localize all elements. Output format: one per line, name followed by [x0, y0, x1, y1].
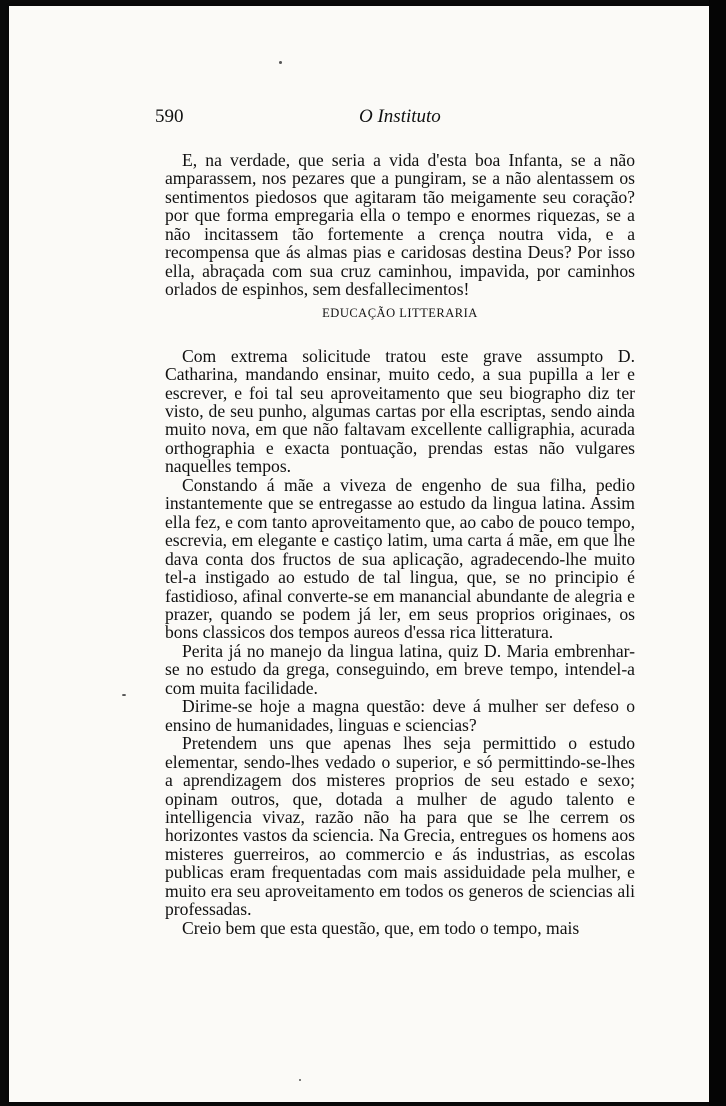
- paper-speck: [122, 694, 126, 696]
- book-page: [9, 6, 709, 1102]
- paragraph: Creio bem que esta questão, que, em todo o tempo, mais: [182, 917, 580, 938]
- paragraph: Constando á mãe a viveza de engenho de sua filha, pedio instantemente que se entregasse ao estudo da lingua latina. Assim ella fez, e com tanto aproveitamento que, ao cabo de pouco tempo, escrevia, em elegante e castiço latim, uma carta á mãe, em que lhe dava conta dos fructos de sua aplicação, agradecendo-lhe muito tel-a instigado ao estudo de tal lingua, que, se no principio é fastidioso, afinal converte-se em manancial abundante de alegria e prazer, quando se podem já ler, em seus proprios originaes, os bons classicos dos tempos aureos d'essa rica litteratura.: [165, 474, 635, 643]
- body-text: [165, 151, 635, 937]
- page-number: 590: [155, 106, 184, 127]
- paragraph: Pretendem uns que apenas lhes seja permittido o estudo elementar, sendo-lhes vedado o superior, e só permittindo-se-lhes a aprendizagem dos misteres proprios de seu estado e sexo; opinam outros, que, dotada a mulher de agudo talento e intelligencia vivaz, razão não ha para que se lhe cerrem os horizontes vastos da sciencia. Na Grecia, entregues os homens aos misteres guerreiros, ao commercio e ás industrias, as escolas publicas eram frequentadas com mais assiduidade pela mulher, e muito era seu aproveitamento em todos os generos de sciencias ali professadas.: [165, 733, 635, 920]
- paragraph: Com extrema solicitude tratou este grave assumpto D. Catharina, mandando ensinar, muito cedo, a sua pupilla a ler e escrever, e foi tal seu aproveitamento que seu biographo diz ter visto, de seu punho, algumas cartas por ella escriptas, sendo ainda muito nova, em que não faltavam excellente calligraphia, acurada orthographia e exacta pontuação, prendas estas não vulgares naquelles tempos.: [165, 345, 635, 477]
- paragraph: Perita já no manejo da lingua latina, quiz D. Maria embrenhar-se no estudo da grega, conseguindo, em breve tempo, intendel-a com muita facilidade.: [165, 640, 635, 698]
- page-header: [155, 106, 635, 130]
- scan-border: [709, 0, 726, 1106]
- paper-speck: [299, 1079, 301, 1081]
- paragraph: E, na verdade, que seria a vida d'esta boa Infanta, se a não amparassem, nos pezares que a pungiram, se a não alentassem os sentimentos piedosos que agitaram tão meigamente seu coração? por que forma empregaria ella o tempo e enormes riquezas, se a não incitassem tão fortemente a crença noutra vida, e a recompensa que ás almas pias e caridosas destina Deus? Por isso ella, abraçada com sua cruz caminhou, impavida, por caminhos orlados de espinhos, sem desfallecimentos!: [165, 150, 635, 300]
- paper-speck: [279, 61, 282, 64]
- section-heading: EDUCAÇÃO LITTERARIA: [322, 305, 478, 320]
- paragraph: Dirime-se hoje a magna questão: deve á mulher ser defeso o ensino de humanidades, linguas e sciencias?: [165, 696, 635, 735]
- running-title: O Instituto: [359, 106, 441, 127]
